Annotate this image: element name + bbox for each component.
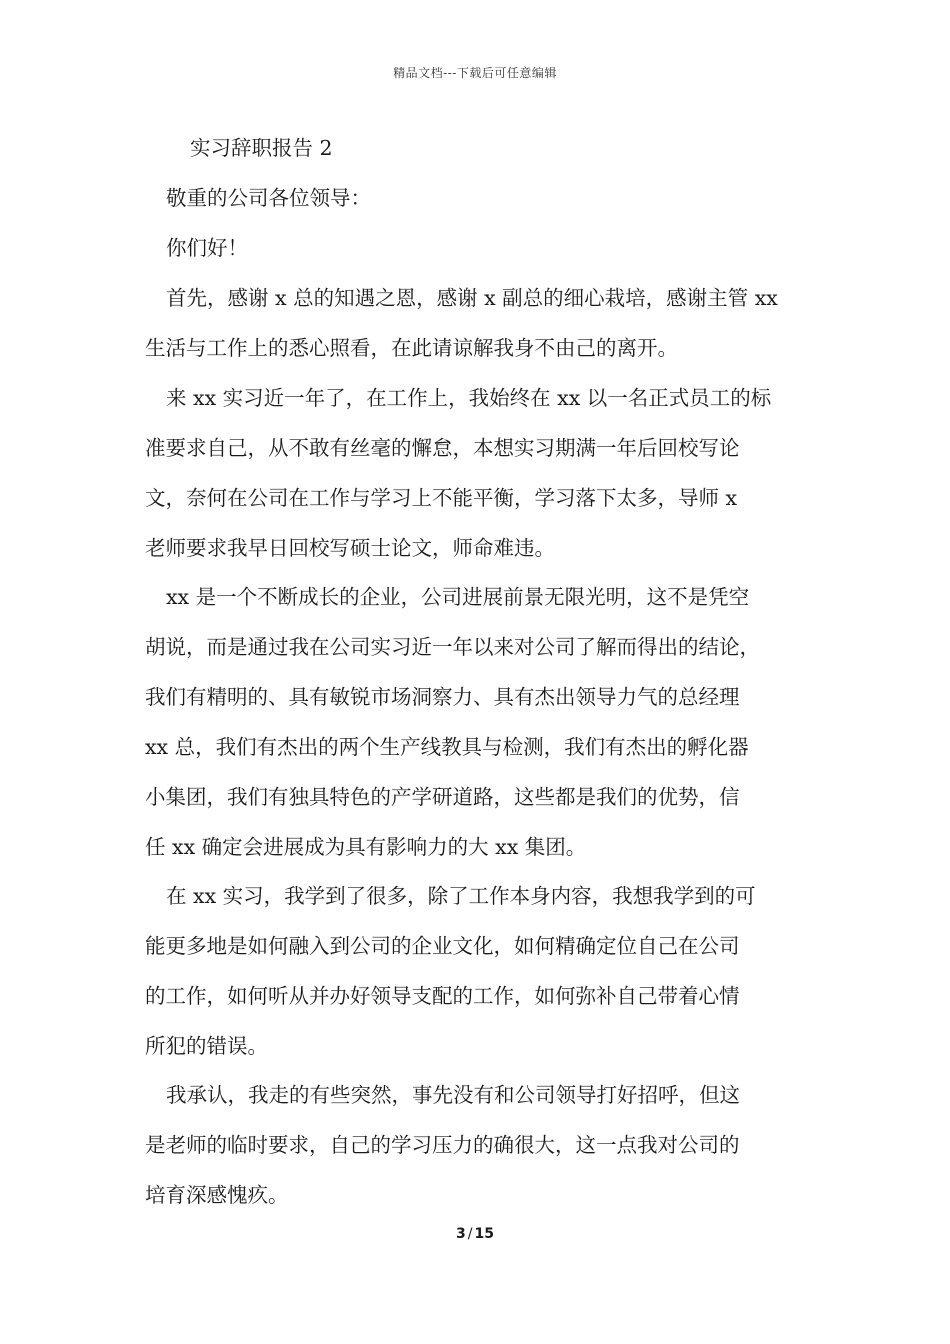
- paragraph-line: 首先，感谢 x 总的知遇之恩，感谢 x 副总的细心栽培，感谢主管 xx: [166, 286, 778, 310]
- paragraph-line: 生活与工作上的悉心照看，在此请谅解我身不由己的离开。: [145, 336, 678, 360]
- paragraph-line: 小集团，我们有独具特色的产学研道路，这些都是我们的优势，信: [145, 785, 740, 809]
- paragraph-line: 的工作，如何听从并办好领导支配的工作，如何弥补自己带着心情: [145, 984, 740, 1008]
- page-header: 精品文档---下载后可任意编辑: [393, 66, 557, 80]
- paragraph-line: 能更多地是如何融入到公司的企业文化，如何精确定位自己在公司: [145, 934, 740, 958]
- paragraph-line: 胡说，而是通过我在公司实习近一年以来对公司了解而得出的结论，: [145, 635, 760, 659]
- paragraph-line: 老师要求我早日回校写硕士论文，师命难违。: [145, 536, 555, 560]
- page-separator: /: [467, 1226, 473, 1242]
- paragraph-line: 所犯的错误。: [145, 1034, 268, 1058]
- paragraph-line: 是老师的临时要求，自己的学习压力的确很大，这一点我对公司的: [145, 1133, 740, 1157]
- paragraph-line: 我们有精明的、具有敏锐市场洞察力、具有杰出领导力气的总经理: [145, 685, 740, 709]
- paragraph-line: xx 是一个不断成长的企业，公司进展前景无限光明，这不是凭空: [166, 585, 750, 609]
- salutation: 敬重的公司各位领导：: [166, 186, 371, 210]
- greeting: 你们好！: [166, 236, 248, 260]
- paragraph-line: 在 xx 实习，我学到了很多，除了工作本身内容，我想我学到的可: [166, 884, 756, 908]
- paragraph-line: 准要求自己，从不敢有丝毫的懈怠，本想实习期满一年后回校写论: [145, 436, 740, 460]
- paragraph-line: 任 xx 确定会进展成为具有影响力的大 xx 集团。: [145, 835, 587, 859]
- paragraph-line: 文，奈何在公司在工作与学习上不能平衡，学习落下太多，导师 x: [145, 486, 738, 510]
- total-pages: 15: [474, 1226, 494, 1242]
- document-title: 实习辞职报告 2: [190, 136, 333, 160]
- paragraph-line: 培育深感愧疚。: [145, 1183, 289, 1207]
- paragraph-line: 来 xx 实习近一年了，在工作上，我始终在 xx 以一名正式员工的标: [166, 386, 772, 410]
- paragraph-line: xx 总，我们有杰出的两个生产线教具与检测，我们有杰出的孵化器: [145, 735, 749, 759]
- page-number: [0, 1226, 950, 1242]
- paragraph-line: 我承认，我走的有些突然，事先没有和公司领导打好招呼，但这: [166, 1083, 740, 1107]
- current-page: 3: [456, 1226, 466, 1242]
